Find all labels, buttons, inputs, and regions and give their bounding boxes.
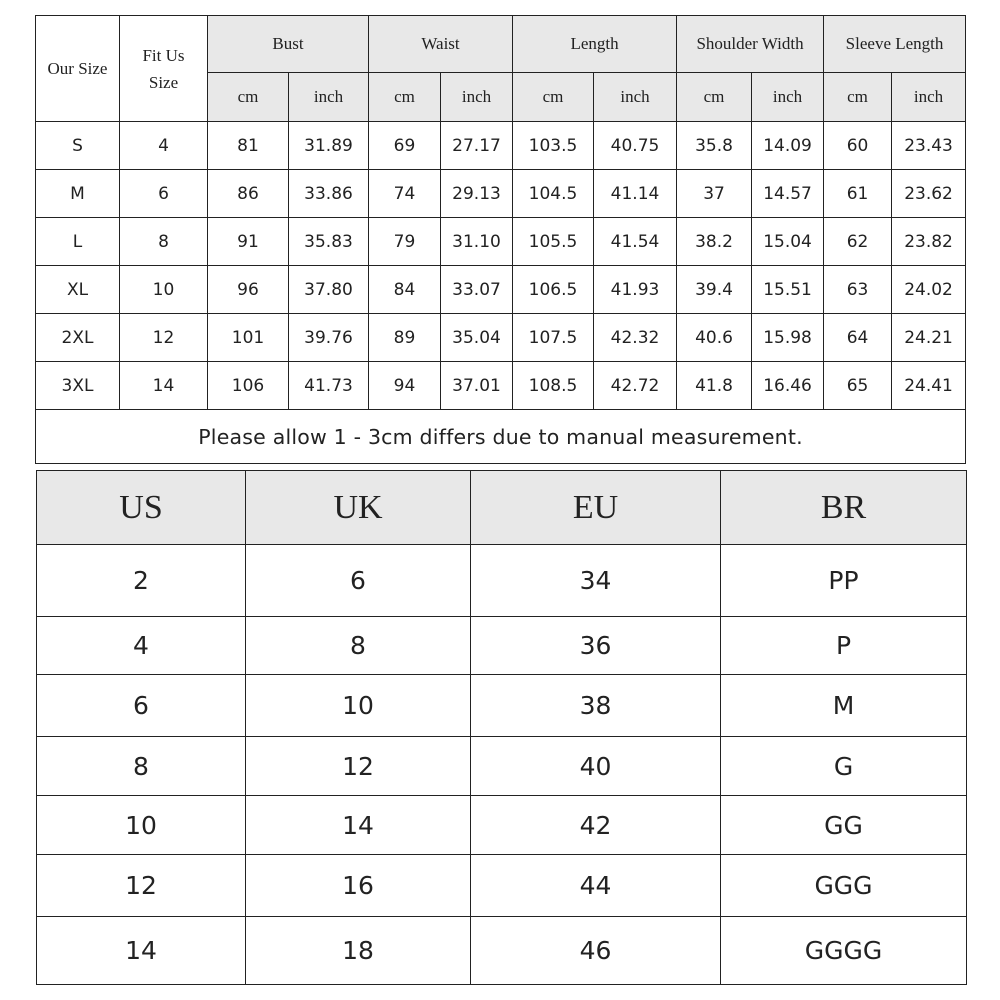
table-row (36, 266, 966, 314)
value-cell: 27.17 (441, 122, 513, 170)
uk-cell: 8 (246, 617, 471, 675)
value-cell: 35.04 (441, 314, 513, 362)
value-cell: 39.76 (289, 314, 369, 362)
sleeve-length-header: Sleeve Length (824, 16, 966, 73)
us-cell: 12 (37, 855, 246, 917)
br-cell: GG (721, 796, 967, 855)
eu-header: EU (471, 471, 721, 545)
size-conversion-table (36, 470, 967, 985)
measurement-table (35, 15, 966, 464)
unit-header: inch (892, 73, 966, 122)
conversion-header-row (37, 471, 967, 545)
our-size-cell: XL (36, 266, 120, 314)
eu-cell: 36 (471, 617, 721, 675)
us-cell: 4 (37, 617, 246, 675)
value-cell: 24.41 (892, 362, 966, 410)
value-cell: 41.14 (594, 170, 677, 218)
value-cell: 33.07 (441, 266, 513, 314)
table-row (36, 314, 966, 362)
value-cell: 84 (369, 266, 441, 314)
value-cell: 40.75 (594, 122, 677, 170)
note-row (36, 410, 966, 464)
us-cell: 6 (37, 675, 246, 737)
value-cell: 69 (369, 122, 441, 170)
value-cell: 15.51 (752, 266, 824, 314)
value-cell: 108.5 (513, 362, 594, 410)
bust-header: Bust (208, 16, 369, 73)
value-cell: 15.98 (752, 314, 824, 362)
table-row (36, 362, 966, 410)
unit-header: inch (752, 73, 824, 122)
value-cell: 24.21 (892, 314, 966, 362)
value-cell: 29.13 (441, 170, 513, 218)
table-row (37, 917, 967, 985)
value-cell: 31.89 (289, 122, 369, 170)
uk-cell: 18 (246, 917, 471, 985)
value-cell: 86 (208, 170, 289, 218)
us-cell: 2 (37, 545, 246, 617)
value-cell: 41.93 (594, 266, 677, 314)
size-conversion-chart (36, 470, 966, 985)
value-cell: 103.5 (513, 122, 594, 170)
value-cell: 39.4 (677, 266, 752, 314)
value-cell: 41.73 (289, 362, 369, 410)
uk-cell: 6 (246, 545, 471, 617)
value-cell: 35.8 (677, 122, 752, 170)
value-cell: 60 (824, 122, 892, 170)
measurement-chart (35, 15, 965, 464)
br-cell: GGGG (721, 917, 967, 985)
value-cell: 23.43 (892, 122, 966, 170)
value-cell: 40.6 (677, 314, 752, 362)
table-row (36, 122, 966, 170)
fit-us-cell: 6 (120, 170, 208, 218)
unit-header: inch (441, 73, 513, 122)
unit-header: inch (289, 73, 369, 122)
value-cell: 64 (824, 314, 892, 362)
eu-cell: 46 (471, 917, 721, 985)
value-cell: 62 (824, 218, 892, 266)
value-cell: 23.62 (892, 170, 966, 218)
us-header: US (37, 471, 246, 545)
eu-cell: 40 (471, 737, 721, 796)
waist-header: Waist (369, 16, 513, 73)
value-cell: 37.01 (441, 362, 513, 410)
value-cell: 96 (208, 266, 289, 314)
table-row (36, 218, 966, 266)
table-row (37, 617, 967, 675)
length-header: Length (513, 16, 677, 73)
uk-cell: 14 (246, 796, 471, 855)
value-cell: 15.04 (752, 218, 824, 266)
value-cell: 61 (824, 170, 892, 218)
value-cell: 89 (369, 314, 441, 362)
value-cell: 23.82 (892, 218, 966, 266)
value-cell: 37.80 (289, 266, 369, 314)
value-cell: 105.5 (513, 218, 594, 266)
fit-us-cell: 8 (120, 218, 208, 266)
unit-header: cm (824, 73, 892, 122)
value-cell: 65 (824, 362, 892, 410)
br-cell: PP (721, 545, 967, 617)
value-cell: 14.57 (752, 170, 824, 218)
our-size-cell: 3XL (36, 362, 120, 410)
br-header: BR (721, 471, 967, 545)
value-cell: 38.2 (677, 218, 752, 266)
value-cell: 33.86 (289, 170, 369, 218)
fit-us-cell: 14 (120, 362, 208, 410)
our-size-header: Our Size (36, 16, 120, 122)
value-cell: 94 (369, 362, 441, 410)
fit-us-cell: 12 (120, 314, 208, 362)
us-cell: 10 (37, 796, 246, 855)
table-row (37, 855, 967, 917)
eu-cell: 38 (471, 675, 721, 737)
value-cell: 107.5 (513, 314, 594, 362)
our-size-cell: 2XL (36, 314, 120, 362)
value-cell: 74 (369, 170, 441, 218)
uk-header: UK (246, 471, 471, 545)
value-cell: 91 (208, 218, 289, 266)
table-row (36, 170, 966, 218)
uk-cell: 10 (246, 675, 471, 737)
eu-cell: 44 (471, 855, 721, 917)
shoulder-width-header: Shoulder Width (677, 16, 824, 73)
our-size-cell: L (36, 218, 120, 266)
value-cell: 81 (208, 122, 289, 170)
br-cell: M (721, 675, 967, 737)
table-row (37, 675, 967, 737)
value-cell: 79 (369, 218, 441, 266)
eu-cell: 42 (471, 796, 721, 855)
value-cell: 101 (208, 314, 289, 362)
value-cell: 16.46 (752, 362, 824, 410)
value-cell: 37 (677, 170, 752, 218)
value-cell: 41.8 (677, 362, 752, 410)
our-size-cell: M (36, 170, 120, 218)
header-row-groups (36, 16, 966, 73)
us-cell: 14 (37, 917, 246, 985)
table-row (37, 545, 967, 617)
table-row (37, 796, 967, 855)
br-cell: P (721, 617, 967, 675)
value-cell: 24.02 (892, 266, 966, 314)
value-cell: 31.10 (441, 218, 513, 266)
unit-header: inch (594, 73, 677, 122)
table-row (37, 737, 967, 796)
br-cell: GGG (721, 855, 967, 917)
value-cell: 106.5 (513, 266, 594, 314)
fit-us-size-header (120, 16, 208, 122)
uk-cell: 12 (246, 737, 471, 796)
our-size-cell: S (36, 122, 120, 170)
measurement-note: Please allow 1 - 3cm differs due to manual measurement. (36, 410, 966, 464)
value-cell: 35.83 (289, 218, 369, 266)
unit-header: cm (208, 73, 289, 122)
unit-header: cm (369, 73, 441, 122)
value-cell: 41.54 (594, 218, 677, 266)
value-cell: 42.72 (594, 362, 677, 410)
fit-us-header-line1: Fit Us (142, 45, 185, 65)
value-cell: 63 (824, 266, 892, 314)
br-cell: G (721, 737, 967, 796)
us-cell: 8 (37, 737, 246, 796)
uk-cell: 16 (246, 855, 471, 917)
value-cell: 42.32 (594, 314, 677, 362)
fit-us-cell: 10 (120, 266, 208, 314)
value-cell: 106 (208, 362, 289, 410)
fit-us-cell: 4 (120, 122, 208, 170)
value-cell: 14.09 (752, 122, 824, 170)
unit-header: cm (677, 73, 752, 122)
unit-header: cm (513, 73, 594, 122)
value-cell: 104.5 (513, 170, 594, 218)
eu-cell: 34 (471, 545, 721, 617)
fit-us-header-line2: Size (148, 72, 179, 92)
